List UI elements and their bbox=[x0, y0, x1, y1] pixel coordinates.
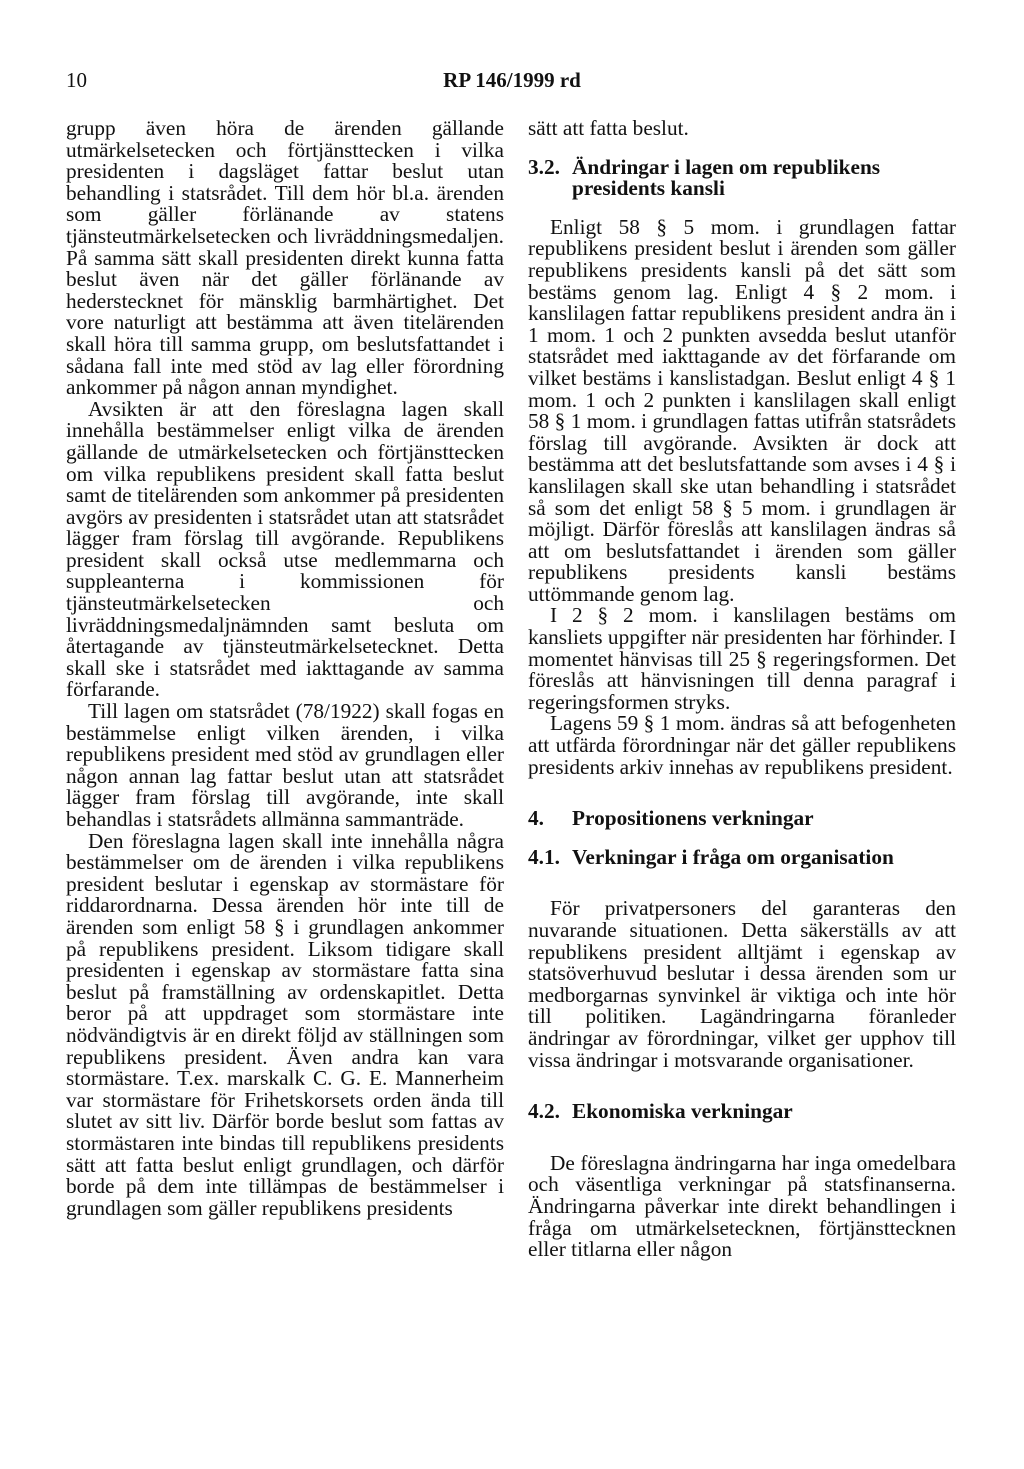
section-heading-4-1 bbox=[528, 844, 956, 869]
section-title: Verkningar i fråga om organisation bbox=[572, 844, 894, 869]
paragraph: Till lagen om statsrådet (78/1922) skall fogas en bestämmelse enligt vilken ärenden, i vilka republikens president med stöd av grundlagen eller någon annan lag fattar beslut utan att statsrådet lägger fram förslag till avgörande, inte skall behandlas i statsrådets allmänna sammanträde. bbox=[66, 699, 504, 831]
section-heading-4 bbox=[528, 808, 956, 830]
left-column bbox=[66, 118, 504, 1219]
section-number: 4.1. bbox=[528, 844, 560, 869]
section-heading-3-2 bbox=[528, 154, 956, 201]
paragraph: Lagens 59 § 1 mom. ändras så att befogenheten att utfärda förordningar när det gäller republikens presidents arkiv innehas av republikens president. bbox=[528, 711, 956, 779]
section-heading-4-2 bbox=[528, 1101, 956, 1123]
document-reference: RP 146/1999 rd bbox=[443, 68, 581, 92]
section-number: 4.2. bbox=[528, 1099, 560, 1124]
section-title: Ekonomiska verkningar bbox=[572, 1099, 793, 1124]
section-number: 4. bbox=[528, 806, 544, 831]
page-number: 10 bbox=[66, 68, 87, 92]
section-title: Propositionens verkningar bbox=[572, 806, 814, 831]
section-title: Ändringar i lagen om republikens presidents kansli bbox=[572, 154, 881, 201]
paragraph: Den föreslagna lagen skall inte innehålla några bestämmelser om de ärenden i vilka republikens president beslutar i egenskap av stormästare för riddarordnarna. Dessa ärenden hör inte till de ärenden som enligt 58 § i grundlagen ankommer på republikens president. Liksom tidigare skall presidenten i egenskap av stormästare fatta sina beslut på framställning av ordenskapitlet. Detta beror på att uppdraget som stormästare inte nödvändigtvis är en direkt följd av ställningen som republikens president. Även andra kan vara stormästare. T.ex. marskalk C. G. E. Mannerheim var stormästare för Frihetskorsets orden ända till slutet av sitt liv. Därför borde beslut som fattas av stormästaren inte bindas till republikens presidents sätt att fatta beslut enligt grundlagen, och därför borde på dem inte tillämpas de bestämmelser i grundlagen som gäller republikens presidents bbox=[66, 828, 504, 1220]
paragraph: Avsikten är att den föreslagna lagen skall innehålla bestämmelser enligt vilka de ärenden gällande de utmärkelsetecken och förtjänsttecken om vilka republikens president skall fatta beslut samt de titelärenden som ankommer på presidenten avgörs av presidenten i statsrådet utan att statsrådet lägger fram förslag till avgörande. Republikens president skall också utse medlemmarna och suppleanterna i kommissionen för tjänsteutmärkelsetecken och livräddningsmedaljnämnden samt besluta om återtagande av tjänsteutmärkelsetecknet. Detta skall ske i statsrådet med iakttagande av samma förfarande. bbox=[66, 396, 504, 702]
paragraph: grupp även höra de ärenden gällande utmärkelsetecken och förtjänsttecken i vilka presidenten i dagsläget fattar beslut utan behandling i statsrådet. Till dem hör bl.a. ärenden som gäller förlänande av statens tjänsteutmärkelsetecken och livräddningsmedaljen. På samma sätt skall presidenten direkt kunna fatta beslut även när det gäller förlänande av hederstecknet för mänsklig barmhärtighet. Det vore naturligt att bestämma att även titelärenden skall höra till samma grupp, om beslutsfattandet i sådana fall inte med stöd av lag eller förordning ankommer på någon annan myndighet. bbox=[66, 116, 504, 400]
paragraph: De föreslagna ändringarna har inga omedelbara och väsentliga verkningar på statsfinanserna. Ändringarna påverkar inte direkt behandlingen i fråga om utmärkelsetecknen, förtjänsttecknen eller titlarna eller någon bbox=[528, 1150, 956, 1262]
paragraph: Enligt 58 § 5 mom. i grundlagen fattar republikens president beslut i ärenden som gäller republikens presidents kansli på det sätt som bestäms genom lag. Enligt 4 § 2 mom. i kanslilagen fattar republikens president andra än i 1 mom. 1 och 2 punkten avsedda beslut utanför statsrådet med iakttagande av det förfarande om vilket bestäms i kanslistadgan. Beslut enligt 4 § 1 mom. 1 och 2 punkten i kanslilagen skall enligt 58 § 1 mom. i grundlagen fattas utifrån statsrådets förslag till avgörande. Avsikten är dock att bestämma att det beslutsfattande som avses i 4 § i kanslilagen skall ske utan behandling i statsrådet så som det enligt 58 § 5 mom. i grundlagen är möjligt. Därför föreslås att kanslilagen ändras så att om beslutsfattandet i ärenden som gäller republikens presidents kansli bestäms uttömmande genom lag. bbox=[528, 214, 956, 606]
paragraph: För privatpersoners del garanteras den nuvarande situationen. Detta säkerställs av att republikens president alltjämt i egenskap av statsöverhuvud beslutar i dessa ärenden som ur medborgarnas synvinkel är viktiga och inte hör till politiken. Lagändringarna föranleder ändringar av förordningar, vilket ger upphov till vissa ändringar i motsvarande organisationer. bbox=[528, 896, 956, 1072]
paragraph: sätt att fatta beslut. bbox=[528, 116, 689, 140]
paragraph: I 2 § 2 mom. i kanslilagen bestäms om kansliets uppgifter när presidenten har förhinder. I momentet hänvisas till 25 § regeringsformen. Det föreslås att hänvisningen till denna paragraf i regeringsformen stryks. bbox=[528, 603, 956, 714]
section-number: 3.2. bbox=[528, 154, 560, 179]
right-column bbox=[528, 118, 956, 1261]
